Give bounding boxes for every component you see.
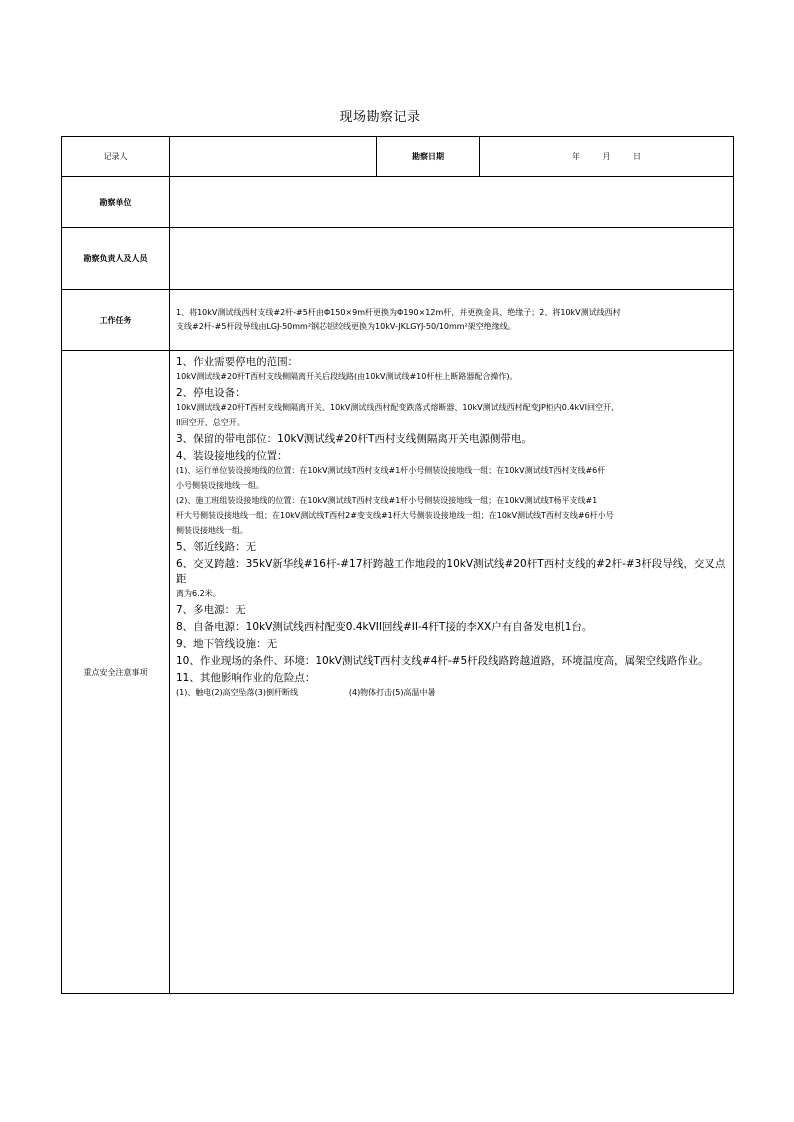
survey-form-table — [61, 136, 734, 994]
safety-notes-field[interactable] — [170, 351, 734, 994]
note-item-title: 7、多电源：无 — [176, 604, 246, 616]
work-task-line-1: 1、将10kV测试线西村支线#2杆-#5杆由Φ150×9m杆更换为Φ190×12m杆，并更换金具、绝缘子；2、将10kV测试线西村 — [176, 308, 621, 317]
note-item-title: 10、作业现场的条件、环境：10kV测试线T西村支线#4杆-#5杆段线路跨越道路，环境温度高，属架空线路作业。 — [176, 655, 709, 667]
survey-personnel-label: 勘察负责人及人员 — [62, 228, 170, 290]
safety-notes-list — [176, 355, 727, 686]
note-item-line: 杆大号侧装设接地线一组；在10kV测试线T西村2#变支线#1杆大号侧装设接地线一组；在10kV测试线T西村支线#6杆小号 — [176, 511, 614, 520]
page-title: 现场勘察记录 — [339, 110, 421, 125]
note-item-title: 1、作业需要停电的范围： — [176, 356, 299, 368]
note-item-line: (1)、运行单位装设接地线的位置：在10kV测试线T西村支线#1杆小号侧装设接地线一组；在10kV测试线T西村支线#6杆 — [176, 466, 606, 475]
work-task-field[interactable] — [170, 290, 734, 351]
note-item-line: II回空开、总空开。 — [176, 418, 245, 427]
hazard-points: (1)、触电(2)高空坠落(3)倒杆断线 (4)物体打击(5)高温中暑 — [176, 688, 436, 697]
note-item-title: 9、地下管线设施：无 — [176, 638, 278, 650]
recorder-row — [62, 137, 734, 177]
note-item-title: 3、保留的带电部位：10kV测试线#20杆T西村支线侧隔离开关电源侧带电。 — [176, 433, 532, 445]
survey-date-label: 勘察日期 — [377, 137, 480, 177]
note-item-title: 8、自备电源：10kV测试线西村配变0.4kVII回线#II-4杆T接的李XX户有自备发电机1台。 — [176, 621, 593, 633]
work-task-line-2: 支线#2杆-#5杆段导线由LGJ-50mm²钢芯铝绞线更换为10kV-JKLGYJ-50/10mm²架空绝缘线。 — [176, 322, 516, 331]
survey-personnel-field[interactable] — [170, 228, 734, 290]
task-row — [62, 290, 734, 351]
note-item-title: 5、邻近线路：无 — [176, 541, 257, 553]
recorder-field[interactable] — [170, 137, 377, 177]
survey-date-field[interactable]: 年 月 日 — [480, 137, 734, 177]
note-item-title: 6、交叉跨越：35kV新华线#16杆-#17杆跨越工作地段的10kV测试线#20杆T西村支线的#2杆-#3杆段导线，交叉点距 — [176, 558, 726, 585]
note-item-line: (2)、施工班组装设接地线的位置：在10kV测试线T西村支线#1杆小号侧装设接地线一组；在10kV测试线T杨平支线#1 — [176, 496, 598, 505]
work-task-label: 工作任务 — [62, 290, 170, 351]
personnel-row — [62, 228, 734, 290]
note-item-title: 4、装设接地线的位置： — [176, 450, 288, 462]
notes-row — [62, 351, 734, 994]
note-item-title: 11、其他影响作业的危险点： — [176, 672, 316, 684]
note-item-line: 10kV测试线#20杆T西村支线侧隔离开关后段线路(由10kV测试线#10杆柱上断路器配合操作)。 — [176, 372, 518, 381]
unit-row — [62, 177, 734, 228]
note-item-line: 10kV测试线#20杆T西村支线侧隔离开关、10kV测试线西村配变跌落式熔断器、10kV测试线西村配变JP柜内0.4kVI回空开、 — [176, 403, 619, 412]
survey-unit-label: 勘察单位 — [62, 177, 170, 228]
note-item-line: 侧装设接地线一组。 — [176, 526, 248, 535]
note-item-line: 小号侧装设接地线一组。 — [176, 481, 264, 490]
safety-notes-label: 重点安全注意事项 — [62, 351, 170, 994]
survey-unit-field[interactable] — [170, 177, 734, 228]
recorder-label: 记录人 — [62, 137, 170, 177]
note-item-title: 2、停电设备： — [176, 387, 246, 399]
note-item-line: 离为6.2米。 — [176, 589, 221, 598]
